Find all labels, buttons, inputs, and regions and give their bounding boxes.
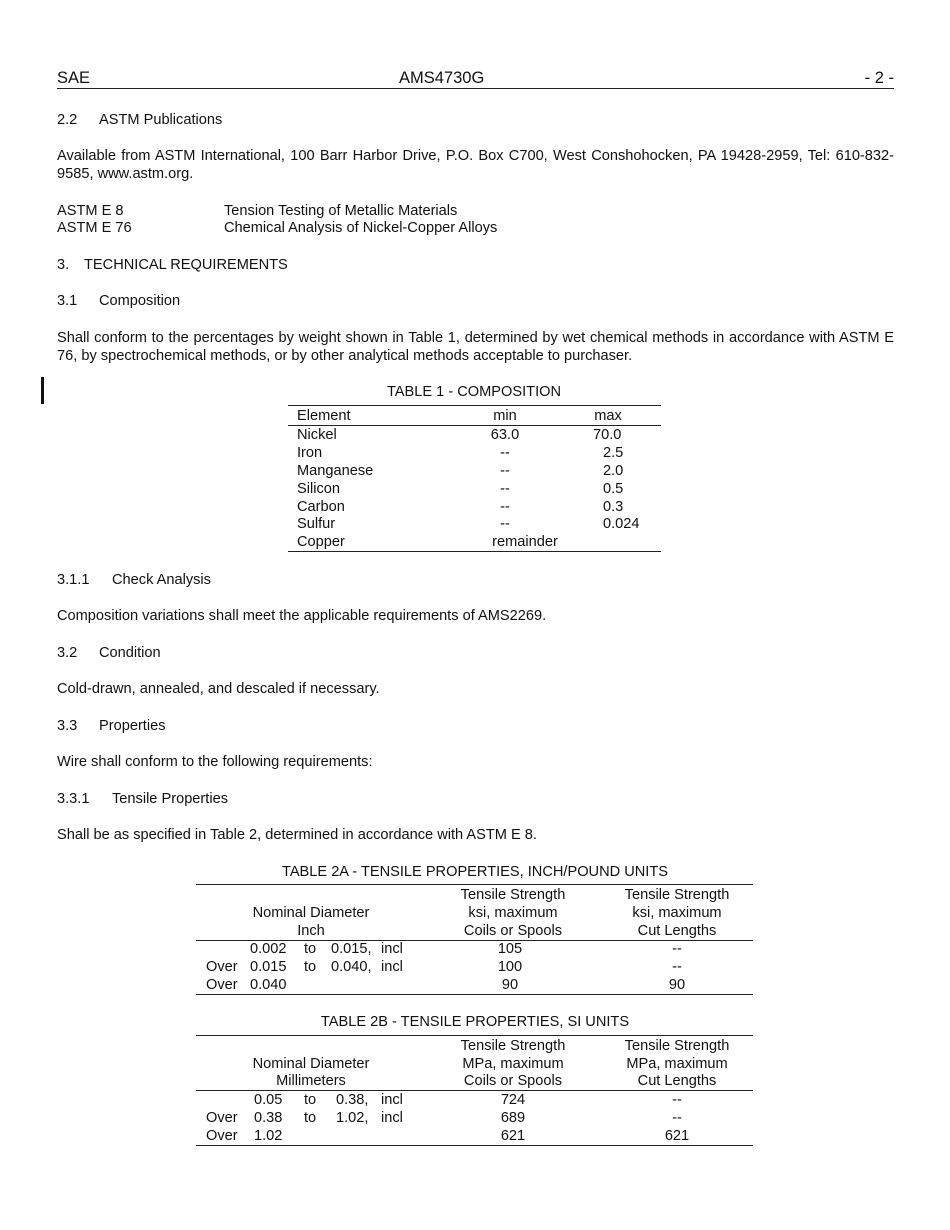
properties-text: Wire shall conform to the following requirements: bbox=[57, 754, 373, 770]
table2b-prefix: Over bbox=[206, 1110, 238, 1126]
table1-max: 2.5 bbox=[603, 445, 624, 461]
table2b-col3-header: MPa, maximum bbox=[626, 1056, 728, 1072]
table2a-prefix: Over bbox=[206, 977, 238, 993]
table2b-from: 0.05 bbox=[254, 1092, 283, 1108]
table1-header-min: min bbox=[493, 408, 517, 424]
section-3-number: 3. bbox=[57, 257, 70, 273]
table2b-incl: incl bbox=[381, 1110, 403, 1126]
table2a-from: 0.015 bbox=[250, 959, 287, 975]
section-3-1-title: Composition bbox=[99, 293, 181, 309]
table2a-col3-header: Tensile Strength bbox=[624, 887, 730, 903]
table1-element: Nickel bbox=[297, 427, 337, 443]
page-header bbox=[57, 68, 894, 89]
table2a-incl: incl bbox=[381, 959, 403, 975]
section-3-3-1-title: Tensile Properties bbox=[112, 791, 228, 807]
table2a-upper: 0.015, bbox=[331, 941, 372, 957]
table1-max: 2.0 bbox=[603, 463, 624, 479]
table1-min: -- bbox=[500, 499, 510, 515]
table1-header-max: max bbox=[594, 408, 622, 424]
table2b-col1-header: Millimeters bbox=[276, 1073, 346, 1089]
table2b-to: to bbox=[304, 1110, 317, 1126]
table2a-to: to bbox=[304, 959, 317, 975]
table1-min: -- bbox=[500, 516, 510, 532]
table1-min: remainder bbox=[492, 534, 558, 550]
table2b-col3-header: Tensile Strength bbox=[624, 1038, 730, 1054]
table2b-col2-header: Tensile Strength bbox=[460, 1038, 566, 1054]
section-3-1-1-number: 3.1.1 bbox=[57, 572, 90, 588]
table2a-incl: incl bbox=[381, 941, 403, 957]
section-2-2-number: 2.2 bbox=[57, 112, 78, 128]
table2b-top-rule bbox=[196, 1035, 753, 1036]
table2a-col1-header: Inch bbox=[297, 923, 325, 939]
table1-bottom-rule bbox=[288, 551, 661, 552]
table2a-from: 0.040 bbox=[250, 977, 287, 993]
astm-availability-text: Available from ASTM International, 100 Barr Harbor Drive, P.O. Box C700, West Conshohocken, PA 19428-2959, Tel: 610-832-9585, www.astm.org. bbox=[57, 148, 894, 182]
table2a-col2-header: Coils or Spools bbox=[463, 923, 563, 939]
check-analysis-text: Composition variations shall meet the applicable requirements of AMS2269. bbox=[57, 608, 547, 624]
table1-max: 0.5 bbox=[603, 481, 624, 497]
astm-ref-title: Chemical Analysis of Nickel-Copper Alloys bbox=[224, 220, 498, 236]
table2b-from: 1.02 bbox=[254, 1128, 283, 1144]
table2a-coils: 105 bbox=[497, 941, 523, 957]
header-doc-id: AMS4730G bbox=[399, 69, 485, 87]
table1-min: -- bbox=[500, 445, 510, 461]
table2a-col3-header: ksi, maximum bbox=[632, 905, 722, 921]
table2a-col2-header: Tensile Strength bbox=[460, 887, 566, 903]
header-page-number: - 2 - bbox=[864, 69, 894, 87]
table1-min: -- bbox=[500, 481, 510, 497]
astm-ref-code: ASTM E 8 bbox=[57, 203, 124, 219]
table2b-incl: incl bbox=[381, 1092, 403, 1108]
table1-caption: TABLE 1 - COMPOSITION bbox=[386, 384, 562, 400]
table1-min: 63.0 bbox=[490, 427, 520, 443]
table1-max: 70.0 bbox=[593, 427, 622, 443]
table2a-from: 0.002 bbox=[250, 941, 287, 957]
section-2-2-title: ASTM Publications bbox=[99, 112, 223, 128]
astm-ref-code: ASTM E 76 bbox=[57, 220, 132, 236]
table2b-cut: -- bbox=[672, 1092, 682, 1108]
table2a-col3-header: Cut Lengths bbox=[637, 923, 717, 939]
table2b-from: 0.38 bbox=[254, 1110, 283, 1126]
table2b-upper: 1.02, bbox=[336, 1110, 369, 1126]
table1-element: Carbon bbox=[297, 499, 345, 515]
table2a-col2-header: ksi, maximum bbox=[468, 905, 558, 921]
table1-top-rule bbox=[288, 405, 661, 406]
composition-text: Shall conform to the percentages by weight shown in Table 1, determined by wet chemical methods in accordance with ASTM E 76, by spectrochemical methods, or by other analytical methods acceptable to purchaser. bbox=[57, 330, 894, 364]
section-3-3-1-number: 3.3.1 bbox=[57, 791, 90, 807]
table1-element: Copper bbox=[297, 534, 345, 550]
table2a-col1-header: Nominal Diameter bbox=[252, 905, 370, 921]
tensile-properties-text: Shall be as specified in Table 2, determined in accordance with ASTM E 8. bbox=[57, 827, 537, 843]
table2b-coils: 724 bbox=[500, 1092, 526, 1108]
table2a-cut: -- bbox=[672, 941, 682, 957]
table2b-col1-header: Nominal Diameter bbox=[252, 1056, 370, 1072]
table2a-to: to bbox=[304, 941, 317, 957]
table2b-bottom-rule bbox=[196, 1145, 753, 1146]
section-3-2-title: Condition bbox=[99, 645, 161, 661]
table2a-cut: -- bbox=[672, 959, 682, 975]
table2a-upper: 0.040, bbox=[331, 959, 372, 975]
section-3-title: TECHNICAL REQUIREMENTS bbox=[84, 257, 288, 273]
table2a-prefix: Over bbox=[206, 959, 238, 975]
table2a-coils: 90 bbox=[501, 977, 519, 993]
revision-change-bar bbox=[41, 377, 44, 404]
table2b-col2-header: MPa, maximum bbox=[462, 1056, 564, 1072]
table1-max: 0.3 bbox=[603, 499, 624, 515]
table1-element: Sulfur bbox=[297, 516, 336, 532]
table1-max: 0.024 bbox=[603, 516, 640, 532]
table2a-top-rule bbox=[196, 884, 753, 885]
table1-element: Iron bbox=[297, 445, 323, 461]
table2b-col3-header: Cut Lengths bbox=[637, 1073, 717, 1089]
table1-element: Manganese bbox=[297, 463, 374, 479]
table1-header-element: Element bbox=[297, 408, 351, 424]
section-3-1-1-title: Check Analysis bbox=[112, 572, 211, 588]
section-3-2-number: 3.2 bbox=[57, 645, 78, 661]
table2b-col2-header: Coils or Spools bbox=[463, 1073, 563, 1089]
table2b-cut: 621 bbox=[664, 1128, 690, 1144]
table2b-upper: 0.38, bbox=[336, 1092, 369, 1108]
header-org: SAE bbox=[57, 69, 91, 87]
section-3-3-number: 3.3 bbox=[57, 718, 78, 734]
table2b-caption: TABLE 2B - TENSILE PROPERTIES, SI UNITS bbox=[320, 1014, 630, 1030]
table1-min: -- bbox=[500, 463, 510, 479]
section-3-1-number: 3.1 bbox=[57, 293, 78, 309]
table2b-prefix: Over bbox=[206, 1128, 238, 1144]
table2b-coils: 621 bbox=[500, 1128, 526, 1144]
table1-element: Silicon bbox=[297, 481, 340, 497]
table2a-coils: 100 bbox=[497, 959, 523, 975]
table2a-caption: TABLE 2A - TENSILE PROPERTIES, INCH/POUND UNITS bbox=[281, 864, 669, 880]
table2a-bottom-rule bbox=[196, 994, 753, 995]
section-3-3-title: Properties bbox=[99, 718, 166, 734]
table2a-cut: 90 bbox=[668, 977, 686, 993]
table2b-cut: -- bbox=[672, 1110, 682, 1126]
table2b-to: to bbox=[304, 1092, 317, 1108]
table2b-coils: 689 bbox=[500, 1110, 526, 1126]
astm-ref-title: Tension Testing of Metallic Materials bbox=[224, 203, 458, 219]
condition-text: Cold-drawn, annealed, and descaled if necessary. bbox=[57, 681, 380, 697]
